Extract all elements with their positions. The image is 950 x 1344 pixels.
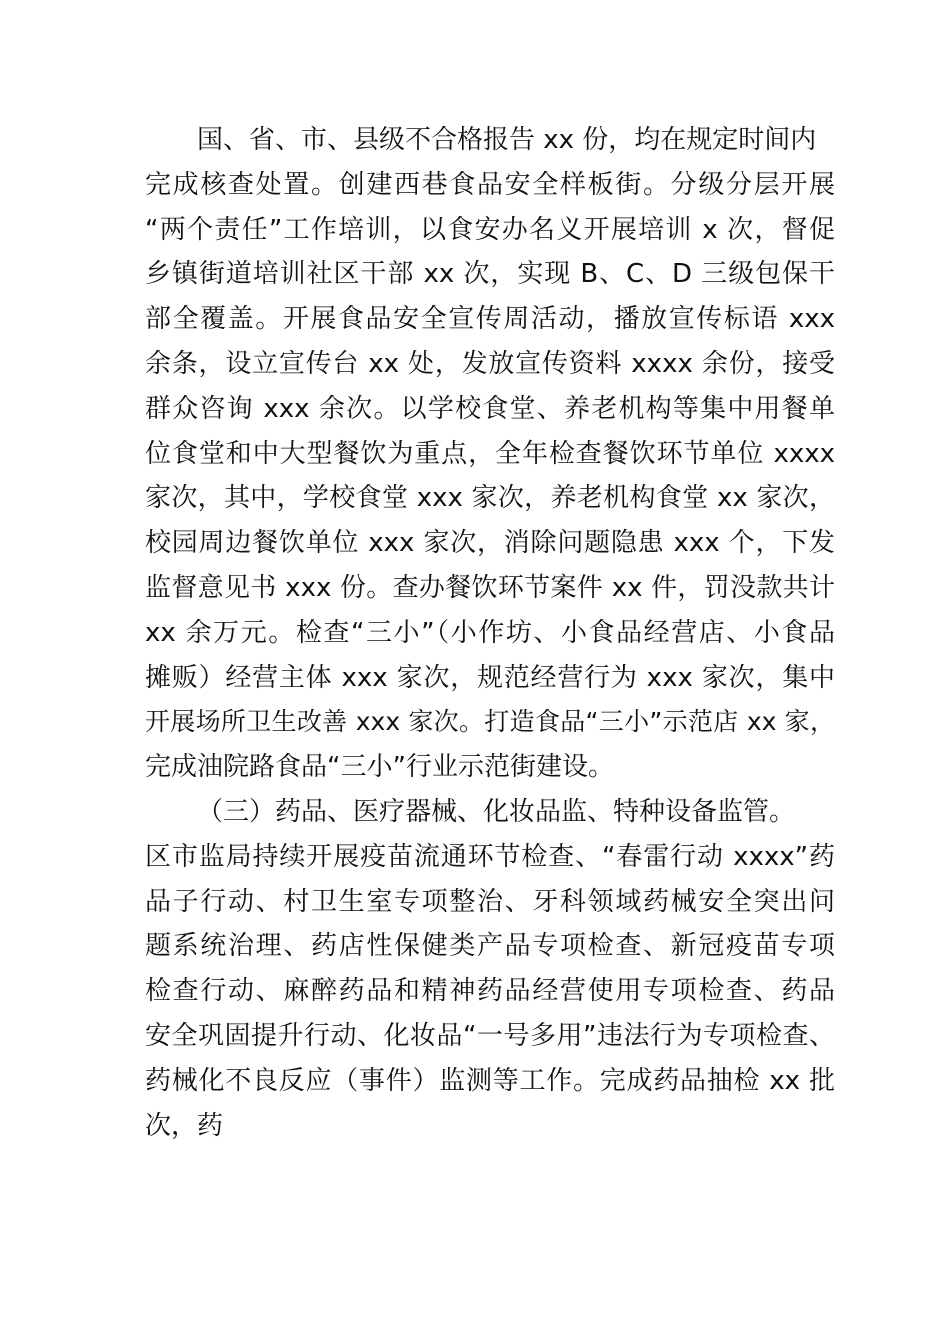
text-line: 完成核查处置。创建西巷食品安全样板街。分级分层开展 [145,169,835,200]
text-line: 位食堂和中大型餐饮为重点，全年检查餐饮环节单位 xxxx [145,438,835,469]
text-line: 次，药 [145,1110,224,1141]
text-line: “两个责任”工作培训，以食安办名义开展培训 x 次，督促 [145,214,835,245]
text-line: 群众咨询 xxx 余次。以学校食堂、养老机构等集中用餐单 [145,393,835,424]
text-line: 家次，其中，学校食堂 xxx 家次，养老机构食堂 xx 家次， [145,483,835,514]
text-line: 乡镇街道培训社区干部 xx 次，实现 B、C、D 三级包保干 [145,259,835,290]
text-line: 开展场所卫生改善 xxx 家次。打造食品“三小”示范店 xx 家， [145,707,835,737]
section-heading: （三）药品、医疗器械、化妆品监、特种设备监管。 [197,796,796,827]
text-line: 余条，设立宣传台 xx 处，发放宣传资料 xxxx 余份，接受 [145,348,835,379]
text-line: xx 余万元。检查“三小”（小作坊、小食品经营店、小食品 [145,617,835,648]
text-line: 校园周边餐饮单位 xxx 家次，消除问题隐患 xxx 个，下发 [145,528,835,559]
text-line: 国、省、市、县级不合格报告 xx 份，均在规定时间内 [197,125,817,155]
text-line: 完成油院路食品“三小”行业示范街建设。 [145,752,614,783]
text-line: 品子行动、村卫生室专项整治、牙科领域药械安全突出问 [145,886,835,917]
body-text [145,118,835,1148]
text-line: 题系统治理、药店性保健类产品专项检查、新冠疫苗专项 [145,931,835,962]
text-line: 摊贩）经营主体 xxx 家次，规范经营行为 xxx 家次，集中 [145,662,835,693]
text-line: 监督意见书 xxx 份。查办餐饮环节案件 xx 件，罚没款共计 [145,572,835,603]
text-line: 区市监局持续开展疫苗流通环节检查、“春雷行动 xxxx”药 [145,841,835,872]
text-line: 部全覆盖。开展食品安全宣传周活动，播放宣传标语 xxx [145,304,835,335]
text-line: 检查行动、麻醉药品和精神药品经营使用专项检查、药品 [145,976,835,1007]
text-line: 药械化不良反应（事件）监测等工作。完成药品抽检 xx 批 [145,1065,835,1096]
text-line: 安全巩固提升行动、化妆品“一号多用”违法行为专项检查、 [145,1020,835,1051]
